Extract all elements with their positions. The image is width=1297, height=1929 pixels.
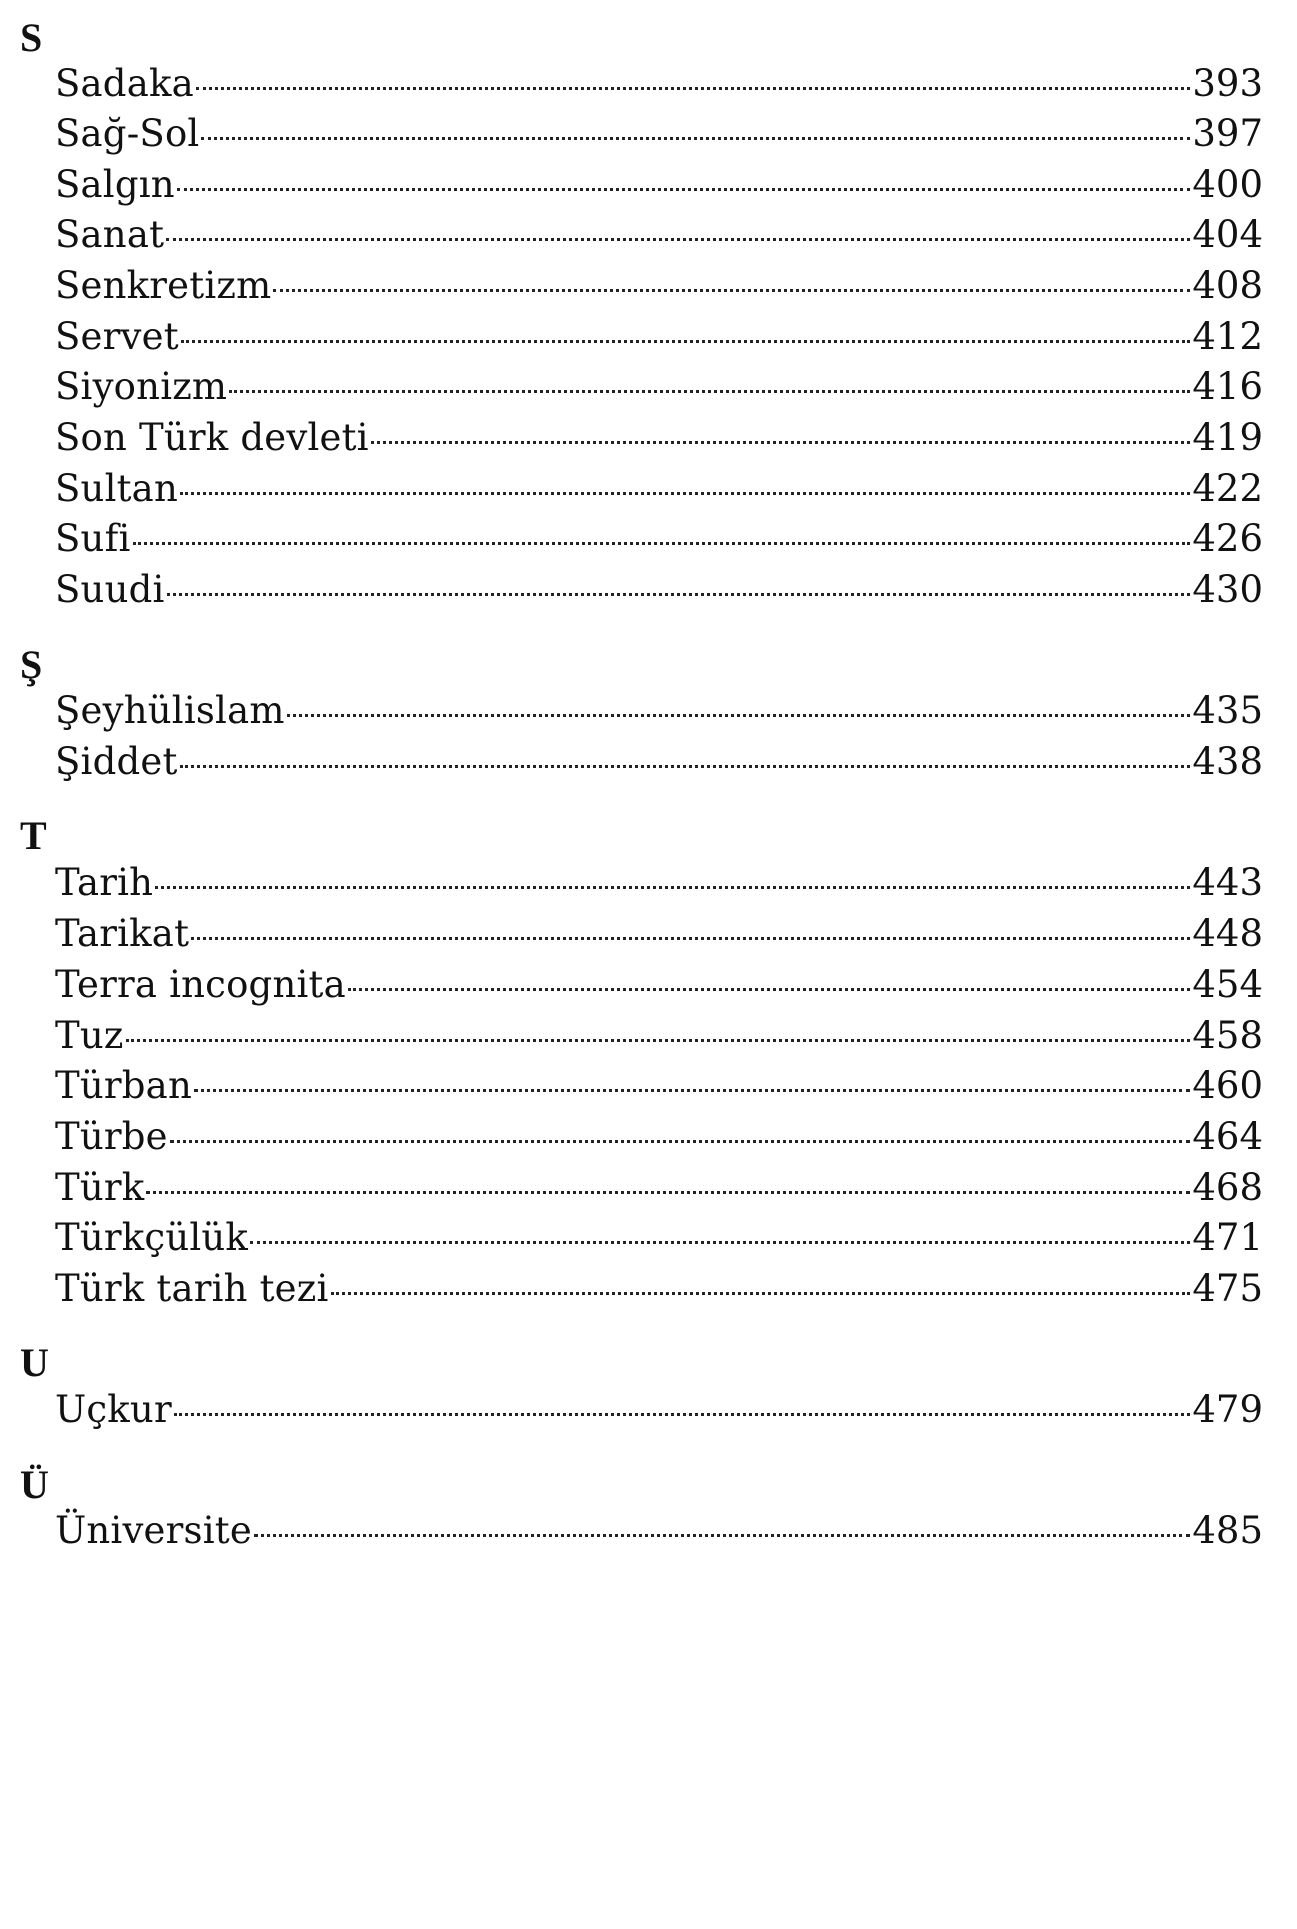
dot-leader [177, 187, 1191, 191]
dot-leader [133, 541, 1191, 545]
entry-page-number: 422 [1192, 467, 1263, 510]
dot-leader [167, 592, 1191, 596]
dot-leader [371, 440, 1191, 444]
entry-page-number: 426 [1192, 517, 1263, 560]
entry-term: Türk tarih tezi [55, 1267, 329, 1310]
index-entry [55, 1213, 1263, 1263]
index-entry [55, 59, 1263, 109]
dot-leader [166, 237, 1190, 241]
index-entry [55, 737, 1263, 787]
section-letter-heading: U [20, 1340, 49, 1385]
dot-leader [181, 339, 1191, 343]
entry-term: Uçkur [55, 1388, 172, 1431]
entry-page-number: 412 [1192, 315, 1263, 358]
entry-term: Sultan [55, 467, 178, 510]
entry-term: Sanat [55, 213, 165, 256]
index-entry [55, 1061, 1263, 1111]
dot-leader [191, 936, 1190, 940]
dot-leader [155, 885, 1190, 889]
dot-leader [287, 713, 1191, 717]
entry-term: Sadaka [55, 62, 194, 105]
entry-term: Türbe [55, 1115, 168, 1158]
entry-term: Tarikat [55, 912, 190, 955]
entry-page-number: 475 [1192, 1267, 1263, 1310]
entry-page-number: 479 [1192, 1388, 1263, 1431]
entry-term: Şiddet [55, 740, 178, 783]
entry-page-number: 460 [1192, 1064, 1263, 1107]
index-entry [55, 261, 1263, 311]
entry-term: Terra incognita [55, 963, 346, 1006]
entry-term: Tuz [55, 1014, 124, 1057]
section-letter-heading: S [20, 15, 43, 60]
entry-page-number: 438 [1192, 740, 1263, 783]
entry-term: Şeyhülislam [55, 689, 285, 732]
entry-page-number: 485 [1192, 1509, 1263, 1552]
section-letter-heading: Ş [20, 642, 43, 687]
entry-term: Türban [55, 1064, 192, 1107]
index-entry [55, 160, 1263, 210]
index-entry [55, 565, 1263, 615]
entry-term: Tarih [55, 861, 154, 904]
entry-page-number: 443 [1192, 861, 1263, 904]
index-entry [55, 1011, 1263, 1061]
entry-page-number: 448 [1192, 912, 1263, 955]
dot-leader [201, 136, 1190, 140]
entry-term: Türk [55, 1166, 145, 1209]
section-letter-heading: Ü [20, 1462, 49, 1507]
dot-leader [194, 1088, 1190, 1092]
index-entry [55, 858, 1263, 908]
entry-page-number: 458 [1192, 1014, 1263, 1057]
index-entry [55, 1112, 1263, 1162]
entry-page-number: 404 [1192, 213, 1263, 256]
index-entry [55, 1264, 1263, 1314]
index-entry [55, 909, 1263, 959]
entry-term: Salgın [55, 163, 175, 206]
index-entry [55, 312, 1263, 362]
entry-page-number: 419 [1192, 416, 1263, 459]
index-entry [55, 1385, 1263, 1435]
index-entry [55, 210, 1263, 260]
entry-term: Üniversite [55, 1509, 252, 1552]
index-entry [55, 464, 1263, 514]
dot-leader [126, 1038, 1191, 1042]
index-entry [55, 686, 1263, 736]
entry-page-number: 435 [1192, 689, 1263, 732]
entry-page-number: 471 [1192, 1216, 1263, 1259]
entry-term: Son Türk devleti [55, 416, 369, 459]
entry-term: Sağ-Sol [55, 112, 200, 155]
entry-term: Sufi [55, 517, 131, 560]
dot-leader [273, 288, 1190, 292]
index-entry [55, 1163, 1263, 1213]
entry-term: Siyonizm [55, 365, 228, 408]
dot-leader [180, 764, 1191, 768]
entry-term: Suudi [55, 568, 165, 611]
dot-leader [250, 1240, 1190, 1244]
entry-page-number: 468 [1192, 1166, 1263, 1209]
entry-term: Senkretizm [55, 264, 272, 307]
index-entry [55, 960, 1263, 1010]
index-entry [55, 109, 1263, 159]
dot-leader [146, 1190, 1190, 1194]
entry-page-number: 430 [1192, 568, 1263, 611]
section-letter-heading: T [20, 813, 47, 858]
dot-leader [174, 1412, 1191, 1416]
dot-leader [254, 1533, 1190, 1537]
entry-page-number: 400 [1192, 163, 1263, 206]
dot-leader [348, 987, 1191, 991]
entry-page-number: 464 [1192, 1115, 1263, 1158]
entry-page-number: 416 [1192, 365, 1263, 408]
dot-leader [196, 86, 1191, 90]
entry-page-number: 393 [1192, 62, 1263, 105]
entry-page-number: 454 [1192, 963, 1263, 1006]
index-entry [55, 514, 1263, 564]
index-entry [55, 1506, 1263, 1556]
entry-term: Servet [55, 315, 179, 358]
index-entry [55, 413, 1263, 463]
entry-term: Türkçülük [55, 1216, 249, 1259]
dot-leader [180, 491, 1190, 495]
dot-leader [229, 389, 1190, 393]
dot-leader [170, 1139, 1191, 1143]
dot-leader [331, 1291, 1191, 1295]
index-entry [55, 362, 1263, 412]
entry-page-number: 397 [1192, 112, 1263, 155]
entry-page-number: 408 [1192, 264, 1263, 307]
